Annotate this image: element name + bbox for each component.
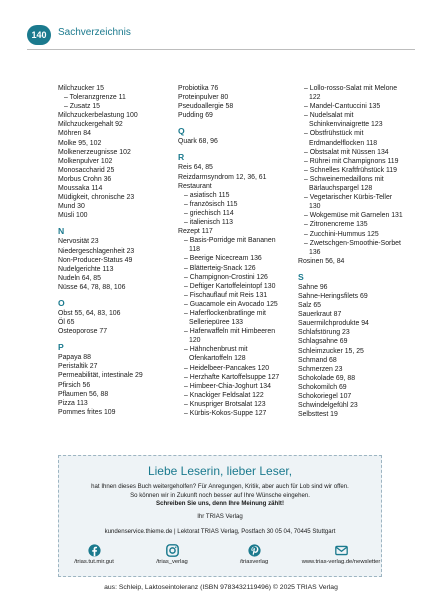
index-entry: – Kürbis-Kokos-Suppe 127 [184, 410, 267, 417]
social-newsletter-label: www.trias-verlag.de/newsletter [301, 559, 381, 565]
index-letter-heading: P [58, 342, 64, 353]
index-entry: Pudding 69 [178, 112, 213, 120]
index-entry: Pfirsich 56 [58, 381, 91, 389]
index-entry: Niedergeschlagenheit 23 [58, 247, 135, 255]
index-entry: Molke 95, 102 [58, 139, 102, 147]
index-entry: Permeabilität, intestinale 29 [58, 372, 143, 380]
index-entry: – französisch 115 [184, 200, 238, 208]
index-entry: 130 [309, 203, 321, 211]
index-entry: – Fischauflauf mit Reis 131 [184, 291, 268, 299]
index-entry: Nüsse 64, 78, 88, 106 [58, 283, 126, 291]
index-entry: Nervosität 23 [58, 238, 99, 246]
index-entry: Restaurant [178, 182, 212, 190]
index-entry: – Haferflockenbratlinge mit [184, 309, 266, 317]
source-footer: aus: Schleip, Laktoseintoleranz (ISBN 9783432119496) © 2025 TRIAS Verlag [104, 584, 338, 591]
index-entry: Sahne-Heringsfilets 69 [298, 292, 368, 300]
index-entry: Müsli 100 [58, 212, 88, 220]
index-entry: Sauerkraut 87 [298, 311, 342, 319]
section-title: Sachverzeichnis [58, 27, 131, 38]
index-entry: Bärlauchspargel 128 [309, 185, 373, 193]
index-entry: – Knackiger Feldsalat 122 [184, 391, 264, 399]
contact-line[interactable]: kundenservice.thieme.de | Lektorat TRIAS Verlag, Postfach 30 05 04, 70445 Stuttgart [104, 528, 336, 535]
index-entry: Nudeln 64, 85 [58, 274, 101, 282]
index-entry: – Beerige Nicecream 136 [184, 255, 262, 263]
index-entry: – Lollo-rosso-Salat mit Melone [304, 85, 398, 92]
index-entry: – Obstfrühstück mit [304, 130, 364, 138]
facebook-icon [88, 544, 101, 557]
page-number-badge: 140 [27, 25, 51, 45]
social-pinterest[interactable] [219, 544, 289, 565]
social-newsletter[interactable] [299, 544, 383, 565]
index-entry: Schwindelgefühl 23 [298, 402, 358, 410]
feedback-line-1: hat Ihnen dieses Buch weitergeholfen? Für Anregungen, Kritik, aber auch für Lob sind wir offen. [91, 483, 349, 490]
index-entry: – asiatisch 115 [184, 191, 230, 199]
index-entry: – Knuspriger Brotsalat 123 [184, 400, 266, 408]
index-entry: – Champignon-Crostini 126 [184, 273, 268, 281]
page-header [0, 22, 442, 48]
index-entry: Morbus Crohn 36 [58, 175, 112, 183]
social-facebook[interactable] [59, 544, 129, 565]
index-entry: Schinkenvinaigrette 123 [309, 121, 383, 129]
index-entry: Reizdarmsyndrom 12, 36, 61 [178, 173, 267, 181]
index-entry: – Basis-Porridge mit Bananen [184, 237, 276, 245]
index-entry: Schokoriegel 107 [298, 393, 352, 400]
index-entry: Moussaka 114 [58, 185, 103, 193]
index-entry: – Rührei mit Champignons 119 [304, 157, 399, 165]
index-entry: Schmerzen 23 [298, 365, 343, 373]
index-entry: Quark 68, 96 [178, 138, 218, 146]
index-entry: – Zwetschgen-Smoothie-Sorbet [304, 239, 401, 247]
feedback-signature: Ihr TRIAS Verlag [197, 513, 243, 520]
index-letter-heading: O [58, 297, 65, 308]
index-entry: Ofenkartoffeln 128 [189, 355, 246, 363]
index-entry: – griechisch 114 [184, 209, 234, 217]
index-entry: – Hähnchenbrust mit [184, 346, 248, 354]
social-facebook-label: /trias.tut.mir.gut [74, 559, 114, 565]
index-letter-heading: N [58, 226, 65, 237]
index-entry: Öl 65 [58, 319, 75, 327]
index-entry: – Mandel-Cantuccini 135 [304, 103, 381, 111]
index-entry: – Heidelbeer-Pancakes 120 [184, 364, 270, 372]
index-letter-heading: R [178, 152, 185, 163]
index-entry: Rezept 117 [178, 228, 213, 236]
index-entry: Schlafstörung 23 [298, 329, 350, 337]
index-entry: – Guacamole ein Avocado 125 [184, 300, 278, 308]
index-entry: Schleimzucker 15, 25 [298, 347, 364, 355]
index-column-1 [58, 84, 173, 417]
index-entry: Pommes frites 109 [58, 408, 116, 416]
index-entry: Selbsttest 19 [298, 411, 338, 419]
index-entry: Milchzuckerbelastung 100 [58, 112, 138, 120]
index-entry: Non-Producer-Status 49 [58, 256, 133, 264]
index-entry: – Zusatz 15 [64, 103, 101, 111]
index-entry: – Himbeer-Chia-Joghurt 134 [184, 382, 271, 390]
index-entry: Peristaltik 27 [58, 363, 98, 371]
index-entry: Rosinen 56, 84 [298, 257, 345, 265]
index-entry: Nudelgerichte 113 [58, 265, 114, 273]
index-entry: Selleriepüree 133 [189, 319, 244, 327]
index-entry: – Wokgemüse mit Garnelen 131 [304, 212, 403, 220]
index-entry: Obst 55, 64, 83, 106 [58, 309, 121, 317]
index-entry: Sauermilchprodukte 94 [298, 320, 369, 328]
index-entry: – Nudelsalat mit [304, 112, 354, 120]
index-entry: 118 [189, 246, 200, 254]
index-entry: 120 [189, 337, 201, 345]
index-entry: Schmand 68 [298, 356, 337, 364]
index-entry: 122 [309, 94, 321, 102]
index-entry: Milchzucker 15 [58, 85, 104, 92]
index-entry: – Haferwaffeln mit Himbeeren [184, 328, 276, 336]
index-entry: – Deftiger Kartoffeleintopf 130 [184, 282, 276, 290]
index-entry: Pflaumen 56, 88 [58, 390, 109, 398]
index-entry: Pizza 113 [58, 399, 88, 407]
index-entry: Probiotika 76 [178, 85, 219, 92]
index-entry: Papaya 88 [58, 354, 91, 362]
index-entry: 136 [309, 248, 321, 256]
index-entry: Schlagsahne 69 [298, 338, 348, 346]
index-entry: – Toleranzgrenze 11 [64, 94, 126, 102]
index-entry: – Zitronencreme 135 [304, 221, 368, 229]
index-entry: Sahne 96 [298, 283, 328, 291]
social-instagram-label: /trias_verlag [156, 559, 188, 565]
index-column-2 [178, 84, 293, 418]
index-entry: Pseudoallergie 58 [178, 103, 234, 111]
index-entry: Salz 65 [298, 302, 321, 310]
index-entry: Proteinpulver 80 [178, 94, 229, 102]
header-divider [27, 49, 415, 50]
mail-icon [335, 544, 348, 557]
index-entry: Reis 64, 85 [178, 164, 213, 172]
index-entry: Erdmandelflocken 118 [309, 139, 378, 147]
index-entry: – Herzhafte Kartoffelsuppe 127 [184, 373, 280, 381]
index-entry: – Schweinemedaillons mit [304, 175, 384, 183]
index-entry: Schokolade 69, 88 [298, 374, 356, 382]
index-entry: – Zucchini-Hummus 125 [304, 230, 379, 238]
feedback-line-2: So können wir in Zukunft noch besser auf Ihre Wünsche eingehen. [130, 491, 310, 499]
index-entry: Möhren 84 [58, 130, 91, 138]
feedback-text [67, 483, 373, 509]
index-letter-heading: Q [178, 126, 185, 137]
index-entry: Monosaccharid 25 [58, 166, 115, 174]
pinterest-icon [248, 544, 261, 557]
feedback-box [58, 455, 382, 577]
feedback-title: Liebe Leserin, lieber Leser, [147, 464, 293, 478]
index-letter-heading: S [298, 271, 304, 282]
index-entry: – Obstsalat mit Nüssen 134 [304, 148, 389, 156]
instagram-icon [166, 544, 179, 557]
index-entry: – Vegetarischer Kürbis-Teller [304, 194, 393, 202]
index-entry: – Schnelles Kraftfrühstück 119 [304, 166, 397, 174]
index-entry: Molkenpulver 102 [58, 157, 113, 165]
index-entry: Molkenerzeugnisse 102 [58, 148, 131, 156]
index-entry: Mund 30 [58, 203, 85, 211]
social-pinterest-label: /triasverlag [239, 559, 269, 565]
index-entry: Milchzuckergehalt 92 [58, 121, 123, 129]
index-entry: Osteoporose 77 [58, 328, 108, 336]
index-entry: Müdigkeit, chronische 23 [58, 194, 135, 202]
index-entry: Schokomilch 69 [298, 383, 347, 391]
social-instagram[interactable] [137, 544, 207, 565]
index-entry: – Blätterteig-Snack 126 [184, 264, 256, 272]
index-column-3 [298, 84, 413, 419]
feedback-line-3: Schreiben Sie uns, denn Ihre Meinung zählt! [156, 500, 284, 507]
index-entry: – italienisch 113 [184, 219, 233, 227]
